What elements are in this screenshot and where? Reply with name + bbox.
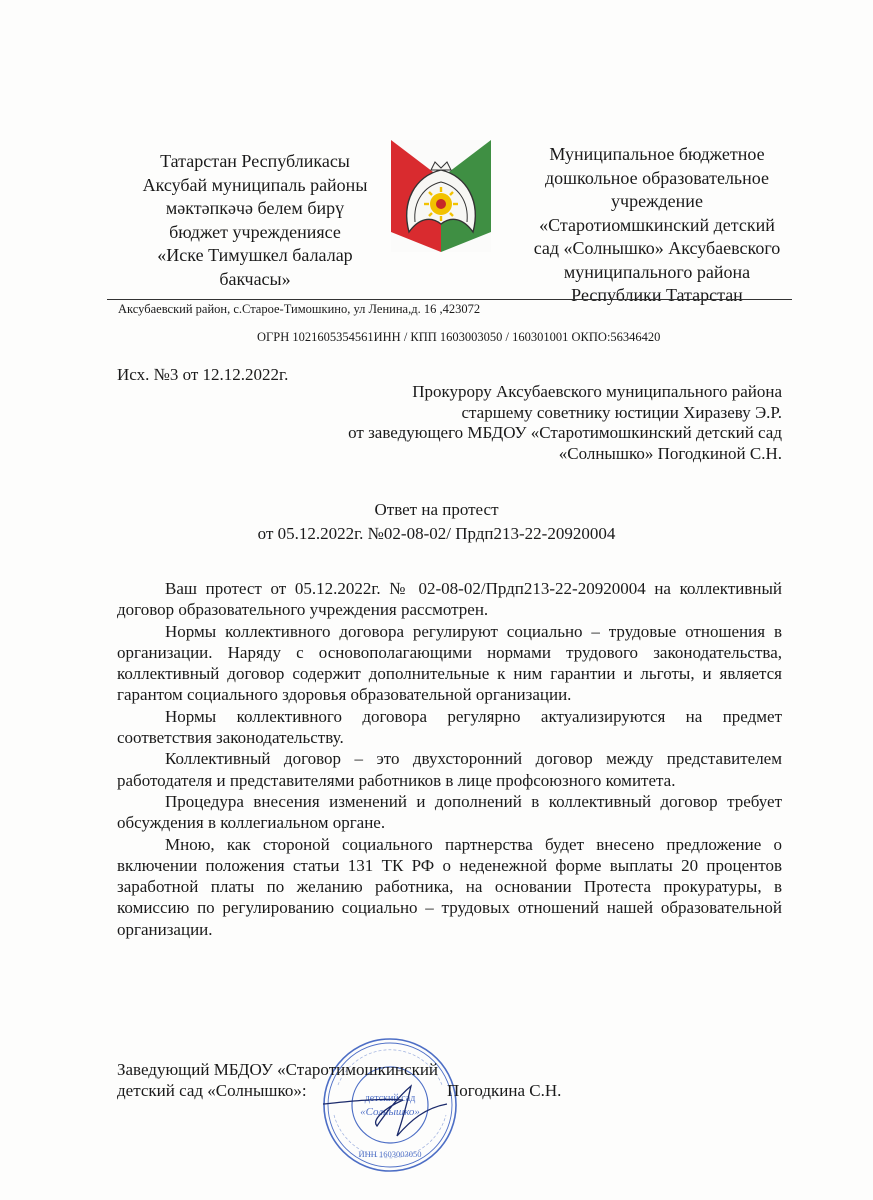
header-left-line: бюджет учреждениясе [169,221,341,242]
header-right-line: Республики Татарстан [571,285,743,305]
addressee-line: «Солнышко» Погодкиной С.Н. [558,443,782,463]
title-subline: от 05.12.2022г. №02-08-02/ Прдп213-22-20920004 [257,524,616,543]
signatory-name: Погодкина С.Н. [447,1081,562,1100]
header-left-line: мәктәпкәчә белем бирү [165,198,345,218]
header-divider [107,299,792,300]
stamp-inner-text: «Солнышко» [360,1106,420,1118]
letter-body [117,578,782,940]
header-right-line: сад «Солнышко» Аксубаевского [533,238,781,258]
body-paragraph: Нормы коллективного договора регулируют социально – трудовые отношения в организации. Наряду с основополагающими нормами трудового законодательства, коллективный договор содержит дополнительные к ним гарантии и льготы, и является гарантом социального здоровья образовательной организации. [117,621,782,705]
header-right-line: «Старотиомшкинский детский [539,214,775,235]
header-right-line: Муниципальное бюджетное [549,144,765,164]
outgoing-number: Исх. №3 от 12.12.2022г. [117,365,289,384]
signature-position-line1: Заведующий МБДОУ «Старотимошкинский [117,1060,439,1079]
organization-registration-codes: ОГРН 1021605354561ИНН / КПП 1603003050 / 160301001 ОКПО:56346420 [257,330,661,344]
document-title [0,498,873,546]
body-paragraph: Нормы коллективного договора регулярно актуализируются на предмет соответствия законодательству. [117,706,782,748]
addressee-block [282,382,782,464]
body-paragraph: Мною, как стороной социального партнерства будет внесено предложение о включении положения статьи 131 ТК РФ о неденежной форме выплаты 20 процентов заработной платы по желанию работника, на основании Протеста прокуратуры, в комиссию по регулированию социально – трудовых отношений нашей образовательной организации. [117,834,782,939]
header-right-line: муниципального района [563,261,751,282]
header-left-line: Аксубай муниципаль районы [142,174,368,195]
header-right-line: дошкольное образовательное [545,167,769,188]
handwritten-signature-icon [315,1074,455,1144]
header-left-line: Татарстан Республикасы [160,151,350,171]
header-right-block [522,143,792,308]
addressee-line: от заведующего МБДОУ «Старотимошкинский детский сад [348,423,782,442]
addressee-line: старшему советнику юстиции Хиразеву Э.Р. [461,402,782,422]
body-paragraph: Коллективный договор – это двухсторонний договор между представителем работодателя и представителями работников в лице профсоюзного комитета. [117,749,782,790]
body-paragraph: Процедура внесения изменений и дополнений в коллективный договор требует обсуждения в коллегиальном органе. [117,791,782,833]
addressee-line: Прокурору Аксубаевского муниципального района [412,382,782,401]
header-left-block [110,150,400,291]
title-line: Ответ на протест [374,500,499,519]
stamp-inn-text: ИНН 1603003050 [358,1149,422,1159]
organization-address: Аксубаевский район, с.Старое-Тимошкино, ул Ленина,д. 16 ,423072 [118,302,481,316]
header-left-line: бакчасы» [219,268,291,289]
body-paragraph: Ваш протест от 05.12.2022г. № 02-08-02/Прдп213-22-20920004 на коллективный договор образовательного учреждения рассмотрен. [117,579,782,620]
header-right-line: учреждение [611,191,703,211]
stamp-inner-text: детский сад [364,1093,416,1104]
header-left-line: «Иске Тимушкел балалар [157,245,353,265]
signature-position-line2: детский сад «Солнышко»: [117,1081,307,1100]
district-emblem-icon [391,140,491,270]
